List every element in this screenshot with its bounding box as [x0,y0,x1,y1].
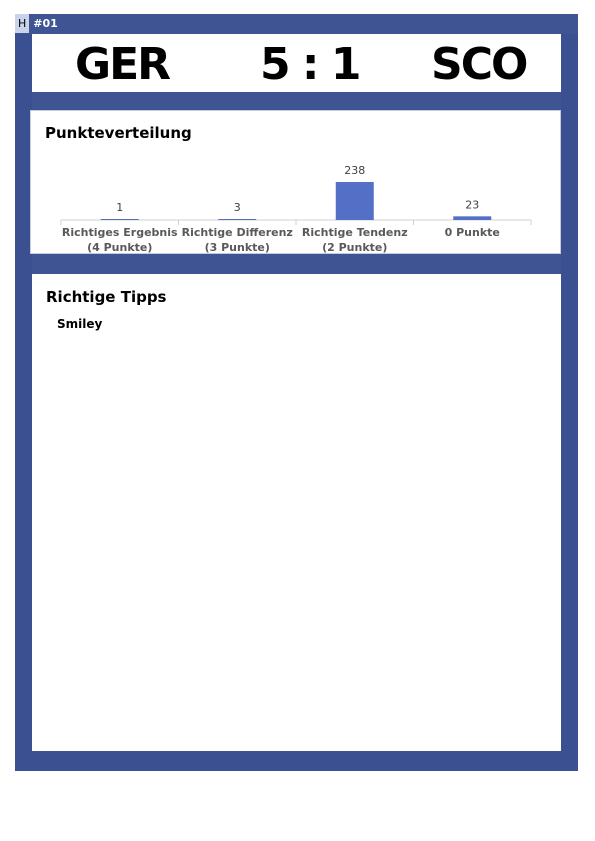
away-team: SCO [431,39,527,90]
match-header [15,14,58,33]
bar-value-label: 1 [116,201,124,214]
correct-tips-panel [32,274,561,751]
match-score: 5 : 1 [260,39,360,90]
match-number: #01 [33,17,58,30]
chart-bar [336,182,374,220]
header-prefix: H [15,14,29,33]
chart-bar [453,216,491,220]
category-label: Richtiges Ergebnis [61,226,178,239]
home-team: GER [75,39,170,90]
card-frame [15,14,578,771]
bar-value-label: 238 [344,164,366,177]
category-label: Richtige Differenz [181,226,293,239]
chart-bar [101,219,139,220]
category-label: Richtige Tendenz [301,226,408,239]
scoreboard [32,34,561,92]
category-label: (3 Punkte) [204,241,270,253]
points-distribution-panel [30,110,561,254]
category-label: (2 Punkte) [322,241,388,253]
points-panel-title: Punkteverteilung [45,124,192,142]
category-label: 0 Punkte [444,226,500,239]
frame-bottom [15,751,578,771]
bar-value-label: 3 [233,201,241,214]
category-label: (4 Punkte) [87,241,153,253]
tip-entry: Smiley [57,317,103,331]
bar-value-label: 23 [465,198,480,212]
chart-bar [218,219,256,220]
frame-edge-right [561,34,578,771]
points-chart [31,111,560,253]
tips-panel-title: Richtige Tipps [46,288,167,306]
